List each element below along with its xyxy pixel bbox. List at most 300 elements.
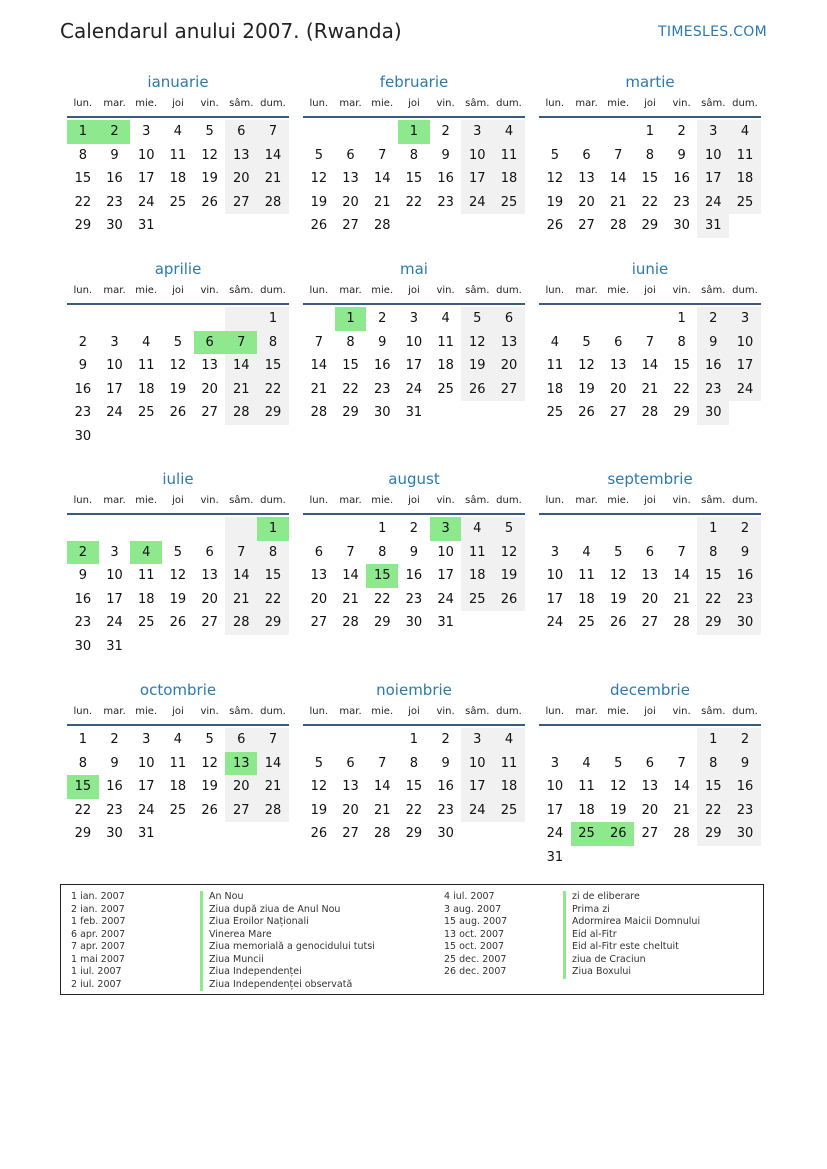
month-iunie: [539, 259, 761, 425]
day-cell: 4: [493, 728, 525, 752]
weekday-header: [67, 94, 289, 118]
day-cell: 1: [378, 521, 387, 536]
legend-date: 1 feb. 2007: [71, 916, 126, 927]
day-cell: 20: [342, 802, 359, 818]
day-cell: 23: [74, 615, 92, 630]
day-cell: 5: [614, 755, 623, 771]
day-cell: 13: [310, 568, 328, 583]
holiday-legend: [60, 884, 764, 995]
day-cell: 26: [169, 405, 187, 420]
day-cell: 25: [437, 381, 454, 397]
day-cell: 31: [106, 638, 123, 654]
weekday-label: dum.: [496, 495, 522, 506]
day-cell: 24: [546, 615, 564, 630]
weekday-label: vin.: [436, 706, 455, 717]
weekday-label: joi: [408, 285, 420, 296]
day-cell: 28: [641, 405, 659, 420]
day-cell: 24: [437, 591, 454, 607]
legend-date: 7 apr. 2007: [71, 941, 126, 952]
legend-holiday-name: Ziua Independenței: [200, 966, 375, 979]
day-grid: [539, 517, 761, 635]
empty-cell: [602, 728, 634, 752]
weekday-label: lun.: [545, 495, 565, 506]
day-cell: 2: [441, 124, 450, 139]
day-cell: 28: [342, 615, 359, 630]
day-cell: 18: [729, 167, 761, 191]
day-cell: 4: [173, 732, 183, 747]
legend-date: 13 oct. 2007: [444, 928, 505, 940]
day-cell: 8: [257, 331, 289, 355]
day-cell: 5: [582, 334, 591, 350]
day-cell: 31: [137, 826, 155, 841]
legend-date: 1 mai 2007: [71, 953, 125, 965]
day-cell: 3: [729, 307, 761, 331]
day-cell: 4: [441, 311, 450, 326]
day-cell: 11: [169, 147, 187, 163]
weekday-header: [67, 491, 289, 515]
empty-cell: [634, 307, 666, 331]
empty-cell: [162, 517, 194, 541]
day-cell: 29: [257, 401, 289, 425]
day-cell: 1: [78, 732, 87, 747]
day-cell: 10: [729, 331, 761, 355]
day-cell: 16: [106, 171, 123, 186]
weekday-label: vin.: [200, 285, 219, 296]
weekday-label: lun.: [309, 98, 329, 109]
day-cell: 31: [546, 849, 564, 865]
day-cell: 6: [346, 147, 355, 163]
day-cell: 8: [378, 544, 387, 560]
day-cell: 21: [673, 802, 690, 818]
day-cell: 29: [673, 405, 690, 420]
day-cell: 8: [697, 752, 729, 776]
day-cell: 15: [697, 775, 729, 799]
day-cell: 28: [609, 218, 627, 233]
day-cell: 3: [110, 544, 119, 560]
day-cell: 14: [310, 358, 328, 373]
day-grid: [539, 307, 761, 425]
day-cell: 18: [137, 381, 155, 397]
day-cell: 7: [346, 544, 355, 560]
day-cell: 5: [461, 307, 493, 331]
weekday-label: lun.: [73, 706, 93, 717]
weekday-label: vin.: [200, 98, 219, 109]
day-cell: 15: [405, 779, 423, 794]
day-cell: 14: [373, 779, 391, 794]
day-cell: 23: [697, 378, 729, 402]
day-cell: 19: [578, 381, 595, 397]
day-cell: 18: [546, 381, 564, 397]
empty-cell: [99, 307, 131, 331]
weekday-label: lun.: [309, 285, 329, 296]
day-cell: 31: [405, 405, 423, 420]
weekday-label: mie.: [371, 98, 394, 109]
day-cell: 24: [697, 191, 729, 215]
day-cell: 30: [673, 218, 690, 233]
day-cell: 20: [201, 381, 218, 397]
day-cell: 29: [641, 218, 659, 233]
weekday-label: mar.: [575, 98, 598, 109]
day-cell: 12: [493, 541, 525, 565]
weekday-label: dum.: [496, 98, 522, 109]
day-cell: 27: [342, 826, 359, 841]
weekday-header: [67, 702, 289, 726]
day-grid: [539, 728, 761, 869]
day-cell: 26: [493, 588, 525, 612]
day-cell: 8: [645, 147, 655, 163]
day-cell: 27: [310, 615, 328, 630]
day-cell: 13: [342, 171, 359, 186]
weekday-label: sâm.: [229, 98, 254, 109]
weekday-label: mar.: [339, 495, 362, 506]
empty-cell: [335, 728, 367, 752]
day-cell: 28: [257, 799, 289, 823]
day-cell: 20: [641, 591, 659, 607]
day-cell: 17: [697, 167, 729, 191]
legend-date: 2 ian. 2007: [71, 903, 125, 915]
empty-cell: [99, 517, 131, 541]
day-cell: 16: [74, 591, 92, 607]
day-cell: 13: [578, 171, 595, 186]
weekday-label: dum.: [260, 98, 286, 109]
day-cell: 30: [106, 826, 123, 841]
empty-cell: [130, 307, 162, 331]
day-cell: 26: [201, 802, 218, 818]
day-cell: 5: [173, 334, 183, 350]
day-cell: 22: [405, 802, 423, 818]
day-cell: 17: [137, 171, 155, 186]
day-cell: 30: [373, 405, 391, 420]
day-cell: 26: [546, 218, 564, 233]
day-cell: 22: [74, 802, 92, 818]
weekday-label: joi: [408, 495, 420, 506]
day-cell: 5: [314, 147, 323, 163]
day-cell: 13: [201, 358, 218, 373]
day-cell: 5: [493, 517, 525, 541]
legend-date: 2 iul. 2007: [71, 978, 122, 990]
weekday-label: mie.: [135, 495, 158, 506]
holiday-day-cell: 15: [366, 564, 398, 588]
day-cell: 16: [673, 171, 690, 186]
legend-holiday-name: Vinerea Mare: [200, 929, 375, 942]
day-cell: 29: [342, 405, 359, 420]
day-cell: 15: [257, 354, 289, 378]
day-cell: 16: [74, 381, 92, 397]
empty-cell: [602, 517, 634, 541]
day-cell: 25: [461, 588, 493, 612]
weekday-label: mie.: [135, 98, 158, 109]
day-cell: 3: [409, 311, 419, 326]
day-cell: 21: [373, 802, 391, 818]
legend-holiday-name: Ziua Eroilor Naționali: [200, 916, 375, 929]
day-cell: 12: [201, 755, 218, 771]
day-grid: [303, 517, 525, 635]
empty-cell: [225, 307, 257, 331]
day-cell: 4: [582, 544, 591, 560]
day-cell: 22: [257, 588, 289, 612]
empty-cell: [539, 728, 571, 752]
weekday-label: sâm.: [465, 706, 490, 717]
legend-holiday-name: Eid al-Fitr: [563, 929, 700, 942]
weekday-header: [539, 702, 761, 726]
day-cell: 12: [546, 171, 564, 186]
day-cell: 18: [137, 591, 155, 607]
day-cell: 5: [205, 124, 214, 139]
weekday-label: dum.: [732, 285, 758, 296]
day-cell: 22: [405, 194, 423, 210]
empty-cell: [602, 307, 634, 331]
weekday-label: mar.: [103, 285, 126, 296]
day-cell: 28: [257, 191, 289, 215]
month-ianuarie: [67, 72, 289, 238]
day-cell: 30: [405, 615, 423, 630]
day-cell: 19: [201, 779, 218, 794]
day-cell: 19: [546, 194, 564, 210]
day-cell: 1: [697, 728, 729, 752]
day-cell: 23: [729, 799, 761, 823]
day-cell: 22: [342, 381, 359, 397]
legend-holiday-name: ziua de Craciun: [563, 954, 700, 967]
day-cell: 10: [106, 568, 123, 583]
legend-holiday-name: zi de eliberare: [563, 891, 700, 904]
weekday-label: sâm.: [701, 495, 726, 506]
day-cell: 15: [641, 171, 659, 186]
empty-cell: [539, 307, 571, 331]
day-cell: 21: [225, 588, 257, 612]
day-cell: 12: [578, 358, 595, 373]
day-cell: 27: [578, 218, 595, 233]
holiday-day-cell: 2: [67, 541, 99, 565]
day-cell: 18: [169, 171, 187, 186]
day-cell: 14: [641, 358, 659, 373]
day-cell: 23: [437, 194, 454, 210]
day-cell: 29: [74, 826, 92, 841]
weekday-label: vin.: [672, 285, 691, 296]
day-cell: 25: [137, 615, 155, 630]
weekday-label: lun.: [73, 495, 93, 506]
day-cell: 17: [546, 591, 564, 607]
day-cell: 14: [257, 144, 289, 168]
day-cell: 25: [137, 405, 155, 420]
day-cell: 7: [645, 334, 655, 350]
holiday-day-cell: 1: [257, 517, 289, 541]
day-cell: 30: [106, 218, 123, 233]
weekday-label: lun.: [545, 98, 565, 109]
day-cell: 6: [225, 120, 257, 144]
day-cell: 10: [137, 755, 155, 771]
month-name: septembrie: [607, 470, 693, 488]
day-cell: 8: [78, 755, 87, 771]
day-cell: 26: [169, 615, 187, 630]
day-cell: 25: [546, 405, 564, 420]
legend-date: 4 iul. 2007: [444, 891, 495, 902]
day-cell: 6: [225, 728, 257, 752]
day-cell: 17: [729, 354, 761, 378]
day-cell: 6: [346, 755, 355, 771]
day-cell: 3: [461, 728, 493, 752]
day-cell: 24: [546, 826, 564, 841]
day-cell: 16: [437, 171, 454, 186]
day-cell: 16: [405, 568, 423, 583]
day-cell: 20: [609, 381, 627, 397]
day-cell: 19: [169, 591, 187, 607]
weekday-label: joi: [172, 98, 184, 109]
day-cell: 7: [257, 728, 289, 752]
empty-cell: [666, 728, 698, 752]
legend-date: 3 aug. 2007: [444, 903, 502, 915]
empty-cell: [571, 517, 603, 541]
weekday-label: mie.: [135, 706, 158, 717]
empty-cell: [539, 120, 571, 144]
holiday-day-cell: 25: [571, 822, 603, 846]
day-cell: 5: [314, 755, 323, 771]
day-cell: 10: [106, 358, 123, 373]
day-cell: 30: [74, 638, 92, 654]
day-cell: 11: [493, 752, 525, 776]
holiday-day-cell: 2: [99, 120, 131, 144]
weekday-label: dum.: [732, 98, 758, 109]
month-aprilie: [67, 259, 289, 448]
day-cell: 17: [437, 568, 454, 583]
empty-cell: [366, 120, 398, 144]
day-cell: 21: [641, 381, 659, 397]
day-cell: 10: [137, 147, 155, 163]
day-cell: 11: [461, 541, 493, 565]
day-cell: 13: [201, 568, 218, 583]
day-cell: 2: [729, 517, 761, 541]
month-noiembrie: [303, 680, 525, 846]
month-octombrie: [67, 680, 289, 846]
day-cell: 14: [373, 171, 391, 186]
day-cell: 15: [697, 564, 729, 588]
day-cell: 19: [609, 802, 627, 818]
day-cell: 30: [437, 826, 454, 841]
empty-cell: [335, 120, 367, 144]
day-cell: 29: [697, 822, 729, 846]
day-cell: 16: [729, 564, 761, 588]
legend-date: 15 aug. 2007: [444, 916, 508, 927]
holiday-day-cell: 6: [194, 331, 226, 355]
day-grid: [67, 728, 289, 846]
day-cell: 30: [729, 822, 761, 846]
day-cell: 22: [697, 588, 729, 612]
legend-date: 1 iul. 2007: [71, 966, 122, 977]
day-cell: 13: [609, 358, 627, 373]
legend-holiday-name: An Nou: [200, 891, 375, 904]
day-cell: 28: [673, 826, 690, 841]
weekday-label: vin.: [672, 98, 691, 109]
day-cell: 7: [378, 755, 387, 771]
legend-holiday-name: Ziua Muncii: [200, 954, 375, 967]
day-cell: 15: [342, 358, 359, 373]
day-cell: 2: [697, 307, 729, 331]
empty-cell: [602, 120, 634, 144]
day-cell: 2: [78, 334, 87, 350]
day-cell: 12: [169, 568, 187, 583]
day-cell: 5: [205, 732, 214, 747]
day-cell: 29: [373, 615, 391, 630]
day-cell: 31: [437, 615, 454, 630]
day-cell: 14: [257, 752, 289, 776]
holiday-day-cell: 1: [67, 120, 99, 144]
weekday-label: mie.: [371, 285, 394, 296]
weekday-label: sâm.: [701, 98, 726, 109]
day-cell: 17: [461, 167, 493, 191]
month-august: [303, 469, 525, 635]
day-cell: 23: [673, 194, 690, 210]
weekday-label: lun.: [545, 285, 565, 296]
day-cell: 10: [437, 544, 454, 560]
day-cell: 10: [546, 779, 564, 794]
day-cell: 23: [74, 405, 92, 420]
day-cell: 6: [614, 334, 623, 350]
day-grid: [303, 307, 525, 425]
day-cell: 29: [257, 611, 289, 635]
day-cell: 17: [106, 381, 123, 397]
weekday-label: vin.: [436, 98, 455, 109]
weekday-label: sâm.: [701, 706, 726, 717]
legend-date: 25 dec. 2007: [444, 953, 507, 965]
month-name: octombrie: [139, 681, 217, 699]
day-cell: 9: [729, 541, 761, 565]
day-cell: 17: [461, 775, 493, 799]
holiday-day-cell: 13: [225, 752, 257, 776]
empty-cell: [130, 517, 162, 541]
month-name: mai: [400, 260, 428, 278]
day-cell: 22: [257, 378, 289, 402]
weekday-label: lun.: [309, 706, 329, 717]
day-cell: 1: [697, 517, 729, 541]
day-cell: 12: [609, 568, 627, 583]
weekday-label: mie.: [607, 495, 630, 506]
day-cell: 12: [461, 331, 493, 355]
day-cell: 21: [609, 194, 627, 210]
day-cell: 12: [169, 358, 187, 373]
weekday-label: sâm.: [465, 495, 490, 506]
month-name: august: [388, 470, 440, 488]
brand-link[interactable]: TIMESLES.COM: [658, 24, 767, 40]
legend-holiday-name: Eid al-Fitr este cheltuit: [563, 941, 700, 954]
day-cell: 2: [441, 732, 450, 747]
day-cell: 16: [697, 354, 729, 378]
holiday-day-cell: 1: [335, 307, 367, 331]
day-cell: 4: [582, 755, 591, 771]
weekday-label: mar.: [339, 98, 362, 109]
empty-cell: [634, 728, 666, 752]
day-cell: 19: [461, 354, 493, 378]
day-cell: 16: [106, 779, 123, 794]
day-grid: [303, 120, 525, 238]
day-cell: 26: [310, 826, 328, 841]
day-cell: 21: [673, 591, 690, 607]
day-cell: 23: [373, 381, 391, 397]
day-cell: 2: [409, 521, 419, 536]
day-cell: 14: [609, 171, 627, 186]
day-cell: 7: [378, 147, 387, 163]
legend-holiday-name: Prima zi: [563, 904, 700, 917]
day-cell: 20: [493, 354, 525, 378]
day-cell: 3: [550, 544, 559, 560]
month-iulie: [67, 469, 289, 658]
day-cell: 3: [550, 755, 559, 771]
day-cell: 21: [310, 381, 328, 397]
day-cell: 9: [697, 331, 729, 355]
day-cell: 20: [201, 591, 218, 607]
weekday-label: joi: [644, 98, 656, 109]
day-cell: 4: [550, 334, 559, 350]
day-cell: 24: [137, 194, 155, 210]
month-name: ianuarie: [147, 73, 209, 91]
